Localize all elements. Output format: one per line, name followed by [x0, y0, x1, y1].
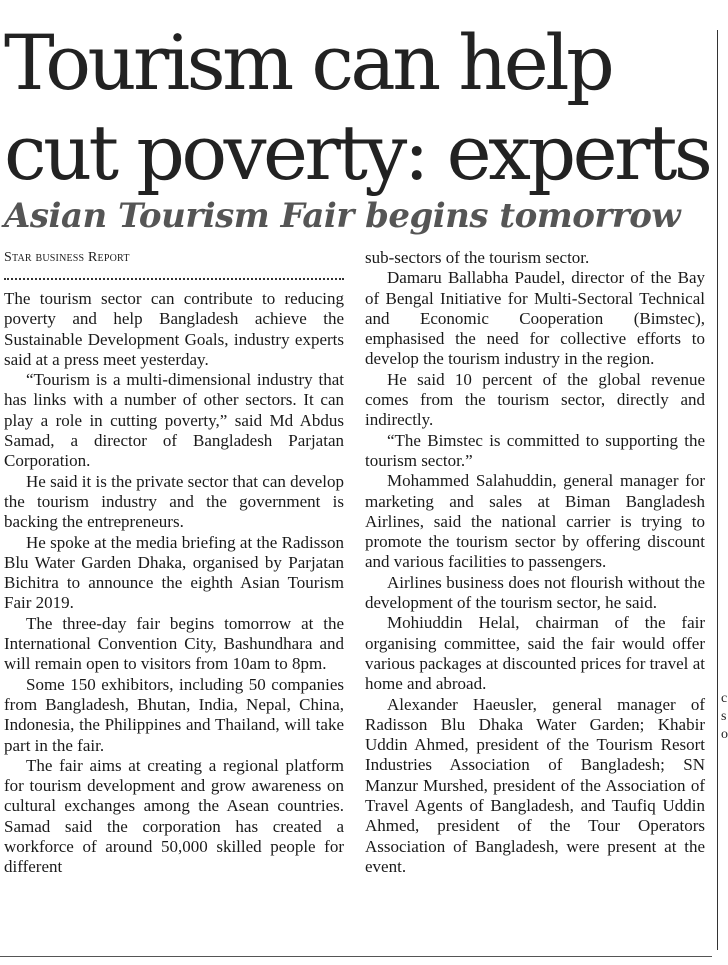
paragraph: Alexander Haeusler, general manager of Radisson Blu Dhaka Water Garden; Khabir Uddin Ahmed, president of the Tourism Resort Industries Association of Bangladesh; SN Manzur Murshed, president of the Association of Travel Agents of Bangladesh, and Taufiq Uddin Ahmed, president of the Tour Operators Association of Bangladesh, were present at the event. [365, 694, 705, 876]
paragraph: The fair aims at creating a regional platform for tourism development and grow awareness on cultural exchanges among the Asean countries. Samad said the corporation has created a workforce of around 50,000 skilled people for different [4, 755, 344, 877]
paragraph: The tourism sector can contribute to reducing poverty and help Bangladesh achieve the Sustainable Development Goals, industry experts said at a press meet yesterday. [4, 289, 344, 369]
adjacent-article-edge [721, 690, 727, 744]
paragraph: He said 10 percent of the global revenue comes from the tourism sector, directly and indirectly. [365, 369, 705, 430]
edge-glyph: o [721, 727, 728, 742]
bottom-rule [0, 956, 712, 957]
edge-glyph: s [721, 709, 727, 724]
byline-dotted-rule [4, 268, 344, 280]
edge-glyph: c [721, 691, 728, 706]
paragraph: Airlines business does not flourish without the development of the tourism sector, he said. [365, 572, 705, 613]
paragraph: “Tourism is a multi-dimensional industry that has links with a number of other sectors. It can play a role in cutting poverty,” said Md Abdus Samad, a director of Bangladesh Parjatan Corporation. [4, 370, 344, 471]
paragraph: Some 150 exhibitors, including 50 companies from Bangladesh, Bhutan, India, Nepal, China, Indonesia, the Philippines and Thailand, will take part in the fair. [4, 674, 344, 755]
headline: Tourism can help cut poverty: experts [4, 18, 710, 197]
subheadline: Asian Tourism Fair begins tomorrow [4, 196, 681, 236]
column-divider-rule [717, 30, 718, 950]
article-column-right [365, 248, 705, 877]
paragraph: Damaru Ballabha Paudel, director of the Bay of Bengal Initiative for Multi-Sectoral Technical and Economic Cooperation (Bimstec), emphasised the need for collective efforts to develop the tourism industry in the region. [365, 268, 705, 369]
paragraph: sub-sectors of the tourism sector. [365, 248, 590, 267]
paragraph: Mohiuddin Helal, chairman of the fair organising committee, said the fair would offer various packages at discounted prices for travel at home and abroad. [365, 613, 705, 694]
paragraph: Mohammed Salahuddin, general manager for marketing and sales at Biman Bangladesh Airlines, said the national carrier is trying to promote the tourism sector by offering discount and various facilities to passengers. [365, 471, 705, 572]
paragraph: “The Bimstec is committed to supporting the tourism sector.” [365, 430, 705, 470]
byline: Star business Report [4, 250, 130, 265]
article-column-left [4, 289, 344, 878]
paragraph: The three-day fair begins tomorrow at the International Convention City, Bashundhara and will remain open to visitors from 10am to 8pm. [4, 613, 344, 674]
paragraph: He spoke at the media briefing at the Radisson Blu Water Garden Dhaka, organised by Parjatan Bichitra to announce the eighth Asian Tourism Fair 2019. [4, 532, 344, 613]
paragraph: He said it is the private sector that can develop the tourism industry and the government is backing the entrepreneurs. [4, 471, 344, 532]
